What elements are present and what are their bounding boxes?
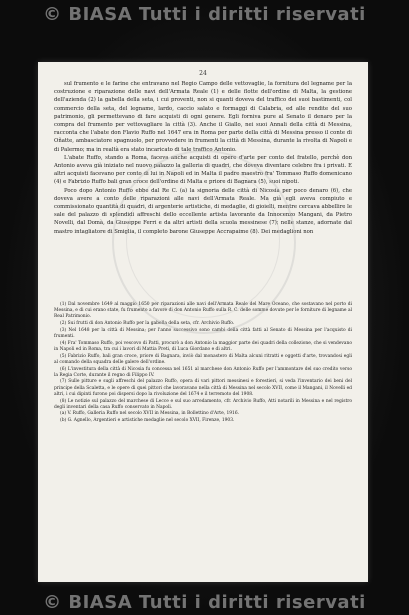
page-number: 24: [199, 70, 207, 77]
watermark-bottom: © BIASA Tutti i diritti riservati: [43, 592, 366, 613]
footnote: (5) Fabrizio Ruffo, bali gran croce, priore di Bagnara, inviò dal monastero di Malta alcuni ritratti e oggetti d'arte, trovandosi egli al comando della squadra delle galere dell'ordine.: [54, 353, 352, 365]
footnote: (8) Le notizie sul palazzo del marchese di Lecce e sul suo arredamento, cfr. Archivio Ruffo, Atti notarili in Messina e nel registro degli inventari della casa Ruffo conservato in Napoli.: [54, 398, 352, 410]
watermark-top: © BIASA Tutti i diritti riservati: [43, 4, 366, 25]
footnote: (b) G. Agnello, Argentieri e artistiche medaglie nel secolo XVII, Firenze, 1903.: [60, 418, 235, 424]
footnote: (a) V. Ruffo, Galleria Ruffo nel secolo XVII in Messina, in Bollettino d'Arte, 1916.: [60, 411, 240, 417]
footnote: (2) Sui frutti di don Antonio Ruffo per la gabella della seta, cfr. Archivio Ruffo.: [60, 321, 235, 327]
footnote: (3) Nel 1648 per la città di Messina; per l'anno successivo sono cambi della città fatti al Senato di Messina per l'acquisto di frumenti.: [54, 327, 352, 340]
paragraph: L'abate Ruffo, stando a Roma, faceva anche acquisti di opere d'arte per conto del fratello, perchè don Antonio aveva già iniziato nel nuovo palazzo la galleria di quadri, che doveva diventare celebre fra i privati. E altri acquisti facevano per conto di lui in Napoli ed in Malta il padre maestro fra' Tommaso Ruffo domenicano (4) e Fabrizio Ruffo bali gran croce dell'ordine di Malta e priore di Bagnara (5), suoi nipoti.: [54, 154, 352, 186]
footnote: (6) L'investitura della città di Nicosia fu concessa nel 1651 al marchese don Antonio Ruffo per l'ammontare del suo credito verso la Regia Corte, durante il regno di Filippo IV.: [54, 366, 352, 378]
watermark-seal-inner: [126, 164, 280, 318]
footnote: (7) Sulle pitture e sugli affreschi del palazzo Ruffo, opera di vari pittori messinesi e forestieri, si veda l'inventario dei beni del principe della Scaletta, e le opere di quei pittori che lavoravano nella città di Messina nel secolo XVII, come il Mangani, il Novelli ed altri, i cui dipinti furono poi dispersi dopo la rivoluzione del 1674 e il terremoto del 1908.: [54, 379, 352, 397]
paragraph: sul frumento e le farine che entravano nel Regio Campo delle vettovaglie, la fornitura del legname per la costruzione e riparazione delle navi dell'Armata Reale (1) e delle flotte dell'ordine di Malta, la gestione dell'azienda (2) la gabella della seta, i cui proventi, non si quanti doveva del traffico dei suoi bastimenti, col commercio della seta, del legname, lardo, caccio salato e formaggi di Calabria, ed alle rendite del suo patrimonio, gli permettevano di fare acquisti di ogni genere. Egli forniva pure al Senato il denaro per la compra del frumento per vettovagliare la città (3). Anche il Giallo, nei suoi Annali della città di Messina, racconta che l'abate don Flavio Ruffo nel 1647 era in Roma per parte della città di Messina presso il conte di Oñatte, ambasciatore spagnuolo, per provvedere in frumenti la città di Messina, durante la rivolta di Napoli e di Palermo; ma in realtà era stato incaricato di tale traffico Antonio.: [54, 81, 352, 153]
footnote: (1) Dal novembre 1649 al maggio 1650 per riparazioni alle navi dell'Armata Reale del Mare Oceano, che sostavano nel porto di Messina, e di cui erano state, fu frumento a favore di don Antonio Ruffo sulla R. C. delle somme dovute per le forniture di legname al Real Patrimonio.: [54, 302, 352, 320]
footnote: (4) Fra' Tommaso Ruffo, poi vescovo di Patti, procurò a don Antonio la maggior parte dei quadri della collezione, che si vendevano in Napoli ed in Roma, tra cui i lavori di Mattia Preti, di Luca Giordano e di altri.: [54, 340, 352, 352]
paragraph: Poco dopo Antonio Ruffo ebbe dal Re C. (a) la signoria delle città di Nicosia per poco denaro (6), che doveva avere a conto delle riparazioni alle navi dell'Armata Reale. Ma già egli aveva compiuto e commissionato quantità di quadri, di argenterie artistiche, di medaglie, di gioielli, mentre cercava abbellire le sale del palazzo di splendidi affreschi dello eccellente artista lavorante da Innocenzo Mangani, da Pietro Novelli, dal Domà, da Giuseppe Ferri e da altri artisti della scuola messinese (7); nelle stanze, adornate dal mastro intagliatore di Smiglia, il completo barone Giuseppe Accrapaime (8). Dei medaglioni non: [54, 187, 352, 235]
